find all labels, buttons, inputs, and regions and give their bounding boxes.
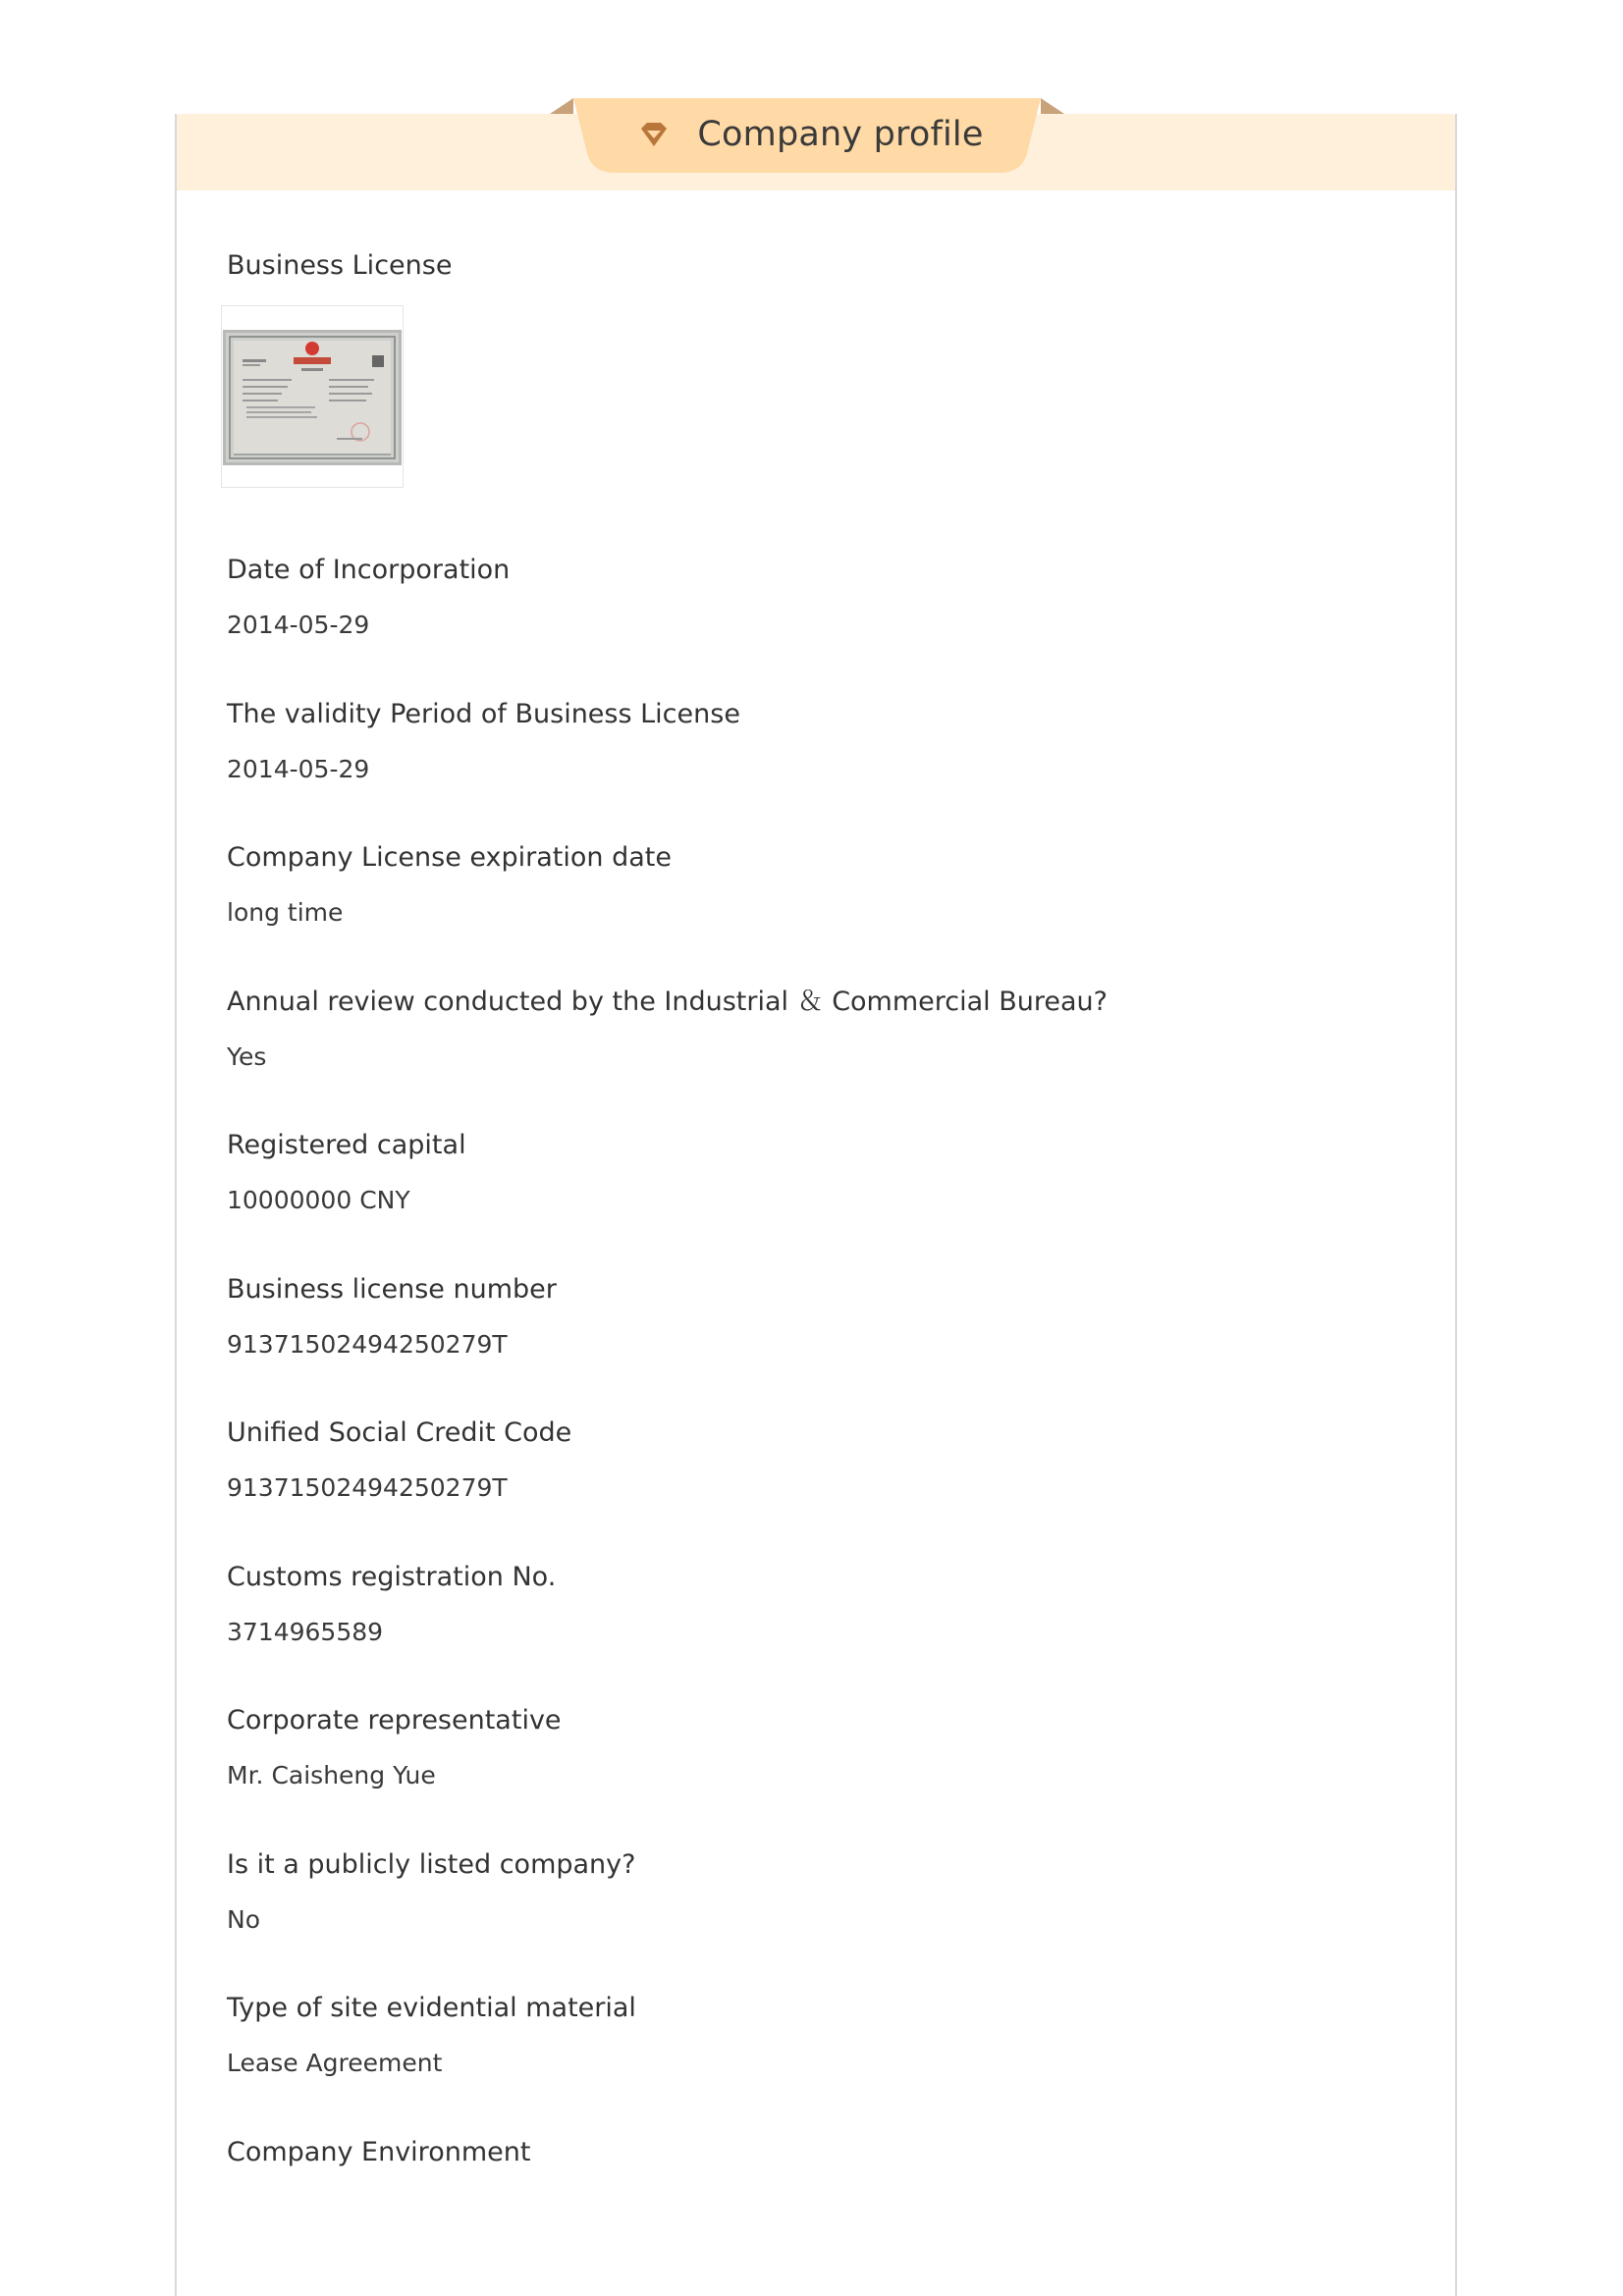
field-label: Customs registration No. [227, 1561, 557, 1592]
business-license-thumbnail[interactable] [221, 305, 404, 488]
field-label: Unified Social Credit Code [227, 1417, 572, 1448]
field-value: 91371502494250279T [227, 1329, 508, 1359]
field-value: Yes [227, 1041, 267, 1071]
field-value: 2014-05-29 [227, 611, 370, 639]
section-title-tab [550, 96, 1064, 173]
field-business-license-number [227, 1272, 1385, 1416]
field-value: 10000000 CNY [227, 1186, 410, 1214]
field-company-environment [227, 2135, 1385, 2279]
field-date-of-incorporation [227, 553, 1385, 697]
field-label: The validity Period of Business License [227, 698, 740, 729]
field-value: 2014-05-29 [227, 754, 370, 783]
field-label: Corporate representative [227, 1705, 562, 1735]
license-certificate-image [223, 330, 402, 465]
field-value: Mr. Caisheng Yue [227, 1761, 436, 1789]
field-corporate-representative [227, 1703, 1385, 1847]
field-site-evidential-material [227, 1991, 1385, 2135]
field-value: No [227, 1904, 260, 1934]
business-license-label: Business License [227, 250, 453, 281]
field-label: Annual review conducted by the Industrial ＆ Commercial Bureau? [227, 986, 1108, 1017]
field-label: Registered capital [227, 1130, 466, 1160]
section-title: Company profile [697, 115, 984, 154]
field-label: Date of Incorporation [227, 555, 511, 585]
field-annual-review [227, 985, 1385, 1129]
field-customs-registration-no [227, 1560, 1385, 1704]
field-value: long time [227, 898, 344, 927]
field-label: Company License expiration date [227, 842, 672, 873]
profile-fields [227, 553, 1385, 2278]
field-license-expiration-date [227, 840, 1385, 985]
profile-content [227, 248, 1385, 2167]
field-label: Type of site evidential material [227, 1993, 636, 2023]
diamond-icon [636, 117, 672, 152]
field-registered-capital [227, 1128, 1385, 1272]
field-label: Business license number [227, 1273, 557, 1305]
field-value: 3714965589 [227, 1617, 384, 1646]
field-label: Company Environment [227, 2136, 531, 2167]
field-value [227, 2191, 1385, 2224]
field-label: Is it a publicly listed company? [227, 1848, 636, 1880]
field-value: Lease Agreement [227, 2049, 443, 2077]
field-value: 91371502494250279T [227, 1473, 508, 1502]
field-publicly-listed [227, 1847, 1385, 1992]
field-license-validity-period [227, 697, 1385, 841]
field-unified-social-credit-code [227, 1415, 1385, 1560]
